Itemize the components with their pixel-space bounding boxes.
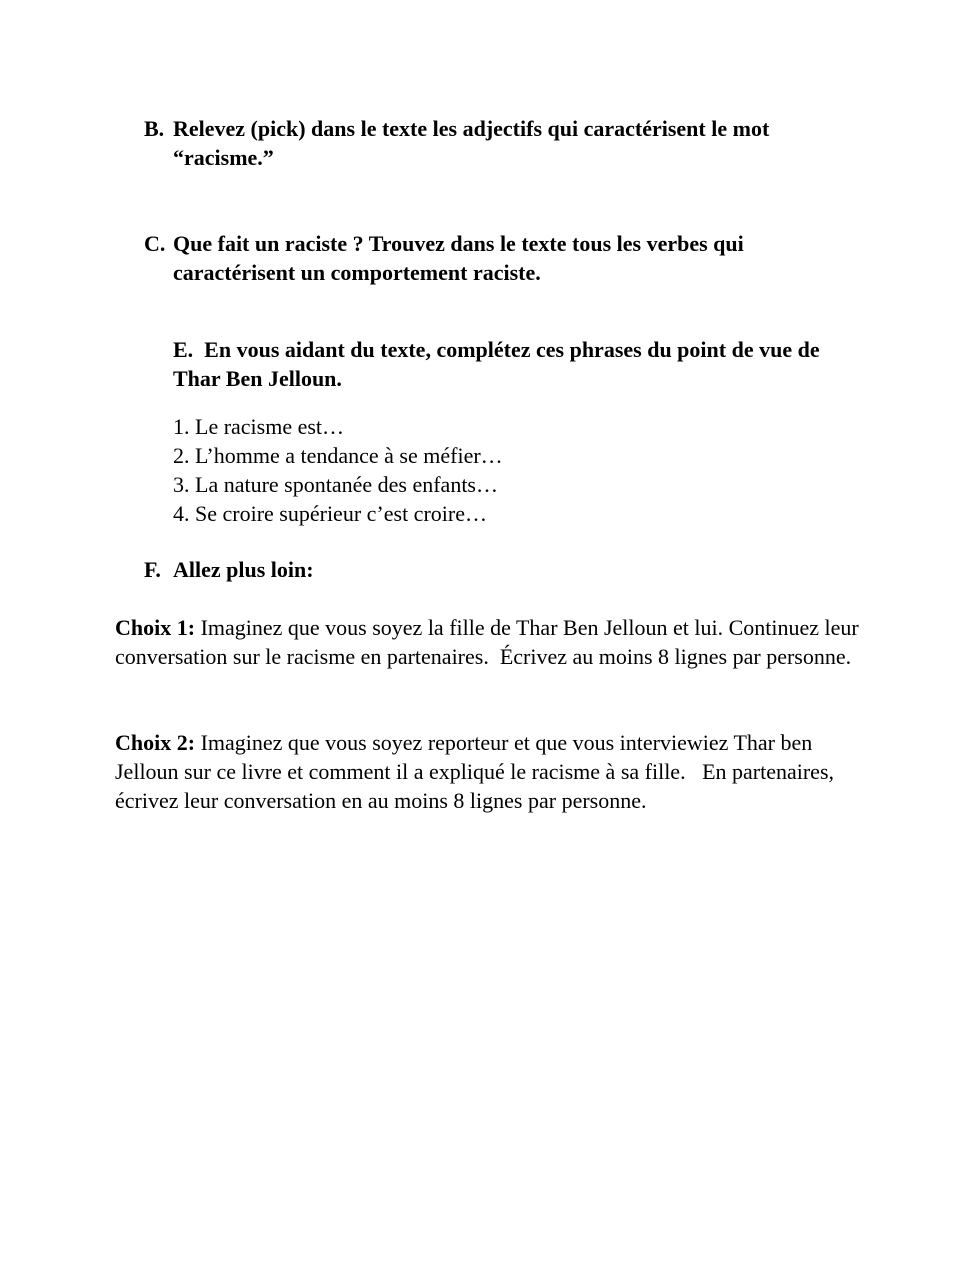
question-b-text: Relevez (pick) dans le texte les adjectifs qui caractérisent le mot “racisme.” [173, 116, 770, 170]
question-c-letter: C. [144, 231, 166, 256]
choice-1 [115, 613, 865, 671]
question-f-letter: F. [144, 557, 161, 582]
question-c [144, 229, 844, 287]
list-item: 2. L’homme a tendance à se méfier… [173, 443, 503, 468]
question-f [144, 555, 844, 584]
list-item: 4. Se croire supérieur c’est croire… [173, 501, 487, 526]
choice-2 [115, 728, 865, 815]
choice-2-label: Choix 2: [115, 730, 196, 755]
question-f-text: Allez plus loin: [173, 557, 314, 582]
list-item: 3. La nature spontanée des enfants… [173, 472, 498, 497]
question-b-letter: B. [144, 116, 165, 141]
question-c-text: Que fait un raciste ? Trouvez dans le texte tous les verbes qui caractérisent un comportement raciste. [173, 231, 744, 285]
question-e [173, 335, 863, 393]
question-e-text: E. En vous aidant du texte, complétez ces phrases du point de vue de Thar Ben Jelloun. [173, 337, 825, 391]
choice-1-text: Imaginez que vous soyez la fille de Thar Ben Jelloun et lui. Continuez leur conversation sur le racisme en partenaires. Écrivez au moins 8 lignes par personne. [115, 615, 865, 669]
choice-2-text: Imaginez que vous soyez reporteur et que vous interviewiez Thar ben Jelloun sur ce livre et comment il a expliqué le racisme à sa fille. En partenaires, écrivez leur conversation en au moins 8 lignes par personne. [115, 730, 840, 813]
sentence-list [173, 412, 503, 528]
question-b [144, 114, 844, 172]
choice-1-label: Choix 1: [115, 615, 196, 640]
list-item: 1. Le racisme est… [173, 414, 345, 439]
